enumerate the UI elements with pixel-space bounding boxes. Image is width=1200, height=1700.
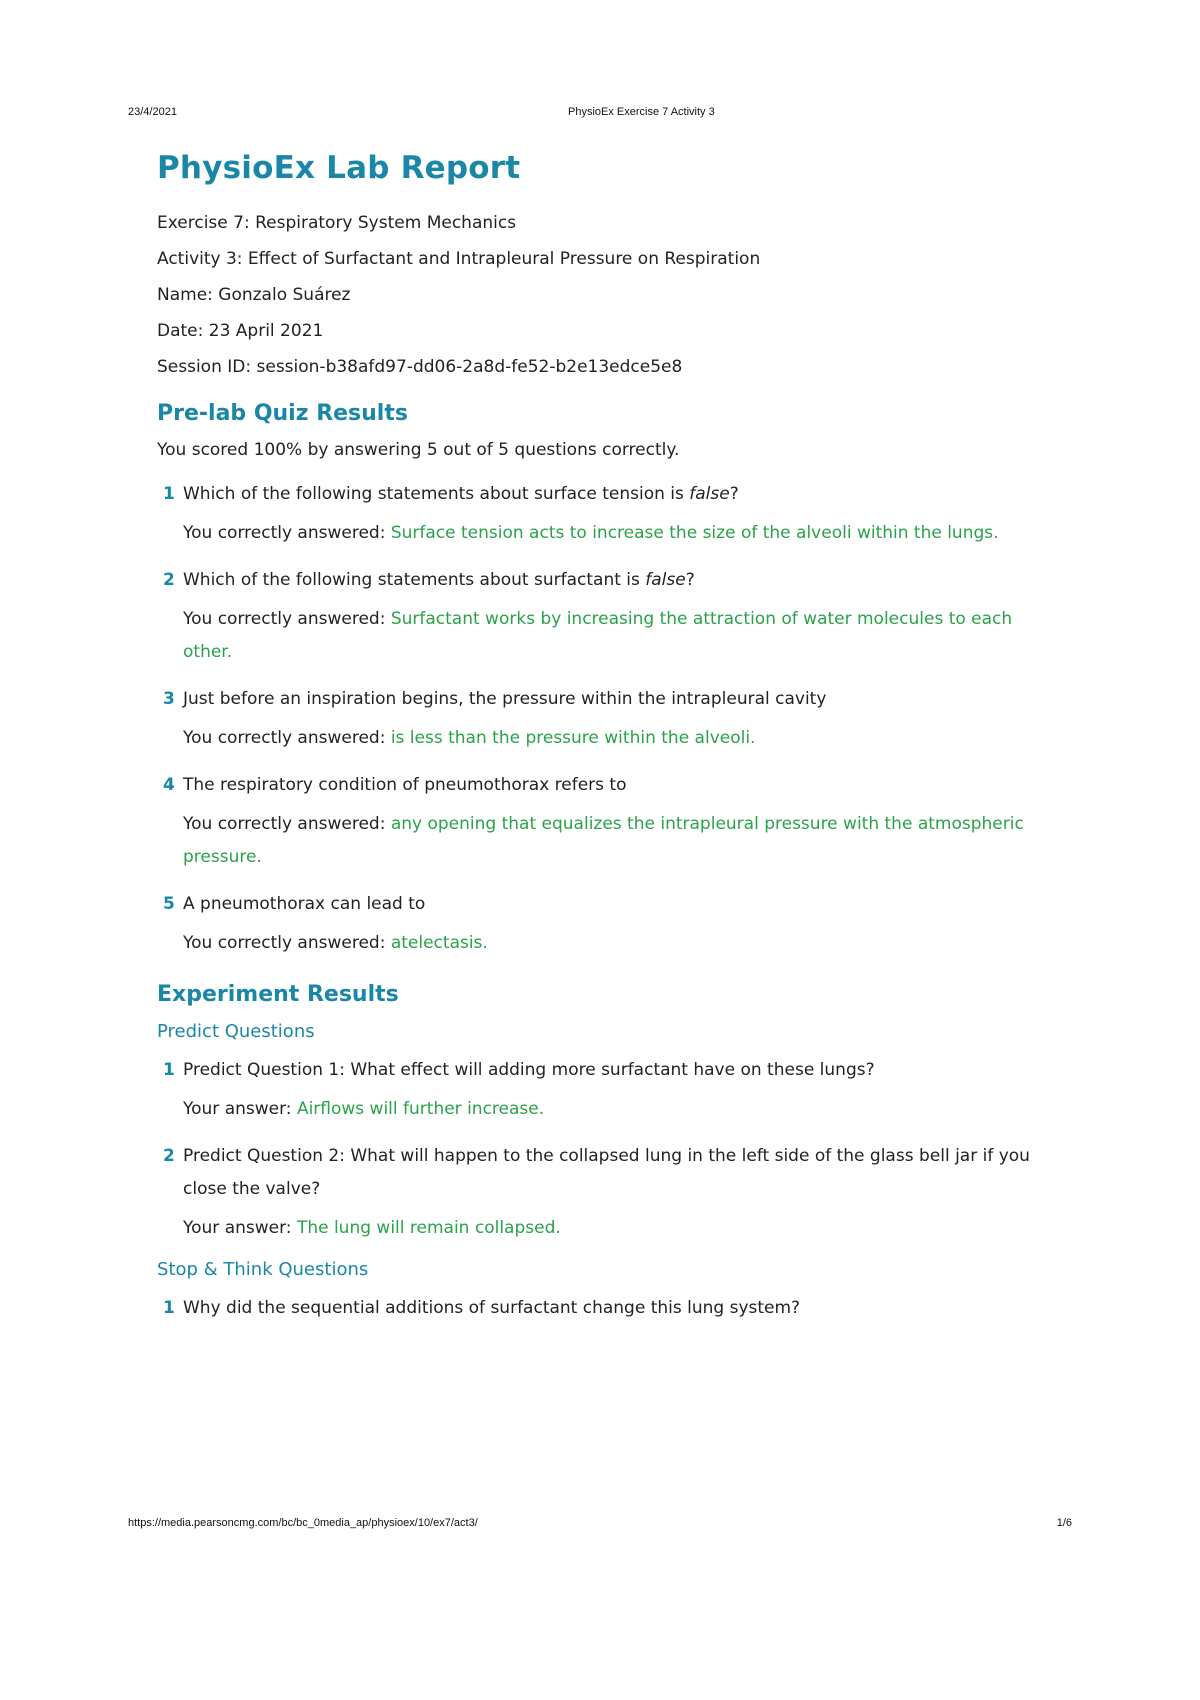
answer-prefix: You correctly answered:: [183, 814, 391, 834]
session-id: Session ID: session-b38afd97-dd06-2a8d-fe52-b2e13edce5e8: [157, 357, 683, 377]
predict-answer-2: [157, 1212, 1057, 1245]
predict-answer-1: [157, 1093, 1057, 1126]
prelab-question-5: [157, 888, 1057, 921]
predict-question-1: [157, 1054, 1057, 1087]
print-title: PhysioEx Exercise 7 Activity 3: [568, 106, 715, 118]
report-content: [157, 150, 1057, 1331]
prelab-question-3: [157, 683, 1057, 716]
question-text: Which of the following statements about surfactant is: [183, 570, 646, 590]
prelab-answer-2: [157, 603, 1057, 669]
print-header: [128, 106, 1072, 122]
answer-value: atelectasis.: [390, 933, 488, 953]
footer-url: https://media.pearsoncmg.com/bc/bc_0media_ap/physioex/10/ex7/act3/: [128, 1517, 478, 1529]
prelab-question-1: [157, 478, 1057, 511]
question-text: Just before an inspiration begins, the pressure within the intrapleural cavity: [183, 689, 827, 709]
prelab-question-4: [157, 769, 1057, 802]
question-text-end: ?: [729, 484, 739, 504]
question-number: 2: [163, 570, 175, 590]
question-number: 4: [163, 775, 175, 795]
question-number: 1: [163, 1060, 175, 1080]
page-number: 1/6: [1056, 1517, 1072, 1529]
prelab-question-2: [157, 564, 1057, 597]
prelab-answer-4: [157, 808, 1057, 874]
question-number: 3: [163, 689, 175, 709]
prelab-score: You scored 100% by answering 5 out of 5 questions correctly.: [157, 440, 680, 460]
predict-heading: Predict Questions: [157, 1021, 315, 1042]
answer-value: Airflows will further increase.: [296, 1099, 545, 1119]
question-emphasis: false: [689, 484, 730, 504]
question-text: Predict Question 1: What effect will adding more surfactant have on these lungs?: [183, 1060, 875, 1080]
answer-prefix: You correctly answered:: [183, 933, 391, 953]
experiment-heading: Experiment Results: [157, 982, 399, 1007]
question-text: A pneumothorax can lead to: [183, 894, 426, 914]
prelab-answer-3: [157, 722, 1057, 755]
answer-value: Surface tension acts to increase the size of the alveoli within the lungs.: [390, 523, 999, 543]
activity-line: Activity 3: Effect of Surfactant and Intrapleural Pressure on Respiration: [157, 249, 761, 269]
prelab-answer-1: [157, 517, 1057, 550]
question-text: The respiratory condition of pneumothorax refers to: [183, 775, 627, 795]
exercise-line: Exercise 7: Respiratory System Mechanics: [157, 213, 517, 233]
answer-value: any opening that equalizes the intrapleural pressure with the atmospheric pressure.: [183, 814, 1024, 867]
report-date: Date: 23 April 2021: [157, 321, 324, 341]
question-number: 1: [163, 484, 175, 504]
predict-question-2: [157, 1140, 1057, 1206]
page-title: PhysioEx Lab Report: [157, 150, 521, 186]
print-date: 23/4/2021: [128, 106, 177, 118]
answer-prefix: Your answer:: [183, 1218, 297, 1238]
answer-prefix: You correctly answered:: [183, 609, 391, 629]
question-number: 5: [163, 894, 175, 914]
answer-value: The lung will remain collapsed.: [296, 1218, 561, 1238]
answer-value: is less than the pressure within the alveoli.: [390, 728, 756, 748]
answer-prefix: You correctly answered:: [183, 523, 391, 543]
print-footer: [128, 1517, 1072, 1533]
answer-prefix: Your answer:: [183, 1099, 297, 1119]
answer-value: Surfactant works by increasing the attraction of water molecules to each other.: [183, 609, 1013, 662]
question-text-end: ?: [685, 570, 695, 590]
question-emphasis: false: [645, 570, 686, 590]
answer-prefix: You correctly answered:: [183, 728, 391, 748]
student-name: Name: Gonzalo Suárez: [157, 285, 351, 305]
question-number: 2: [163, 1146, 175, 1166]
question-text: Predict Question 2: What will happen to the collapsed lung in the left side of the glass bell jar if you close the valve?: [183, 1146, 1030, 1199]
prelab-answer-5: [157, 927, 1057, 960]
question-text: Why did the sequential additions of surfactant change this lung system?: [183, 1298, 801, 1318]
stop-question-1: [157, 1292, 1057, 1325]
question-number: 1: [163, 1298, 175, 1318]
prelab-heading: Pre-lab Quiz Results: [157, 401, 408, 426]
question-text: Which of the following statements about surface tension is: [183, 484, 690, 504]
stop-think-heading: Stop & Think Questions: [157, 1259, 369, 1280]
